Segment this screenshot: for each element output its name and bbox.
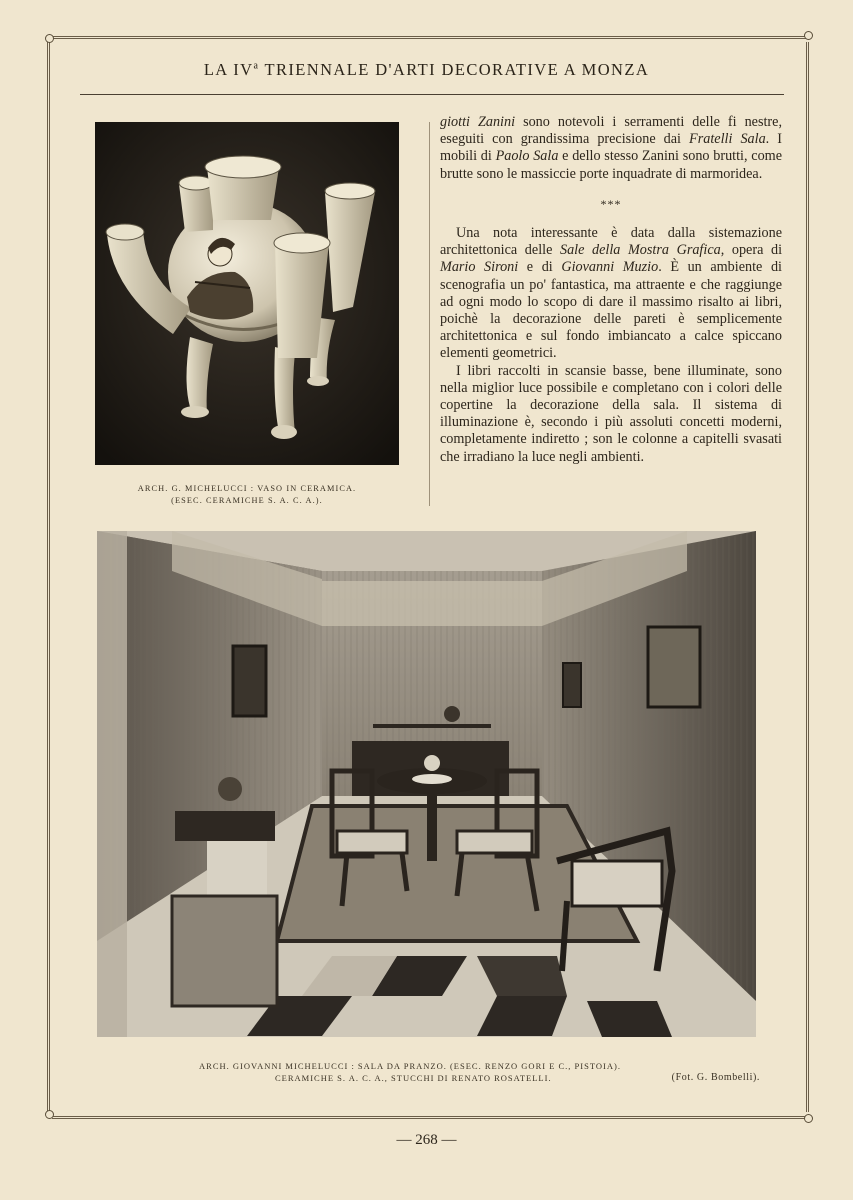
bottom-double-rule xyxy=(52,1116,807,1119)
header-rule xyxy=(80,94,784,95)
photo-credit: (Fot. G. Bombelli). xyxy=(671,1072,760,1083)
dining-room-caption-line-2: CERAMICHE S. A. C. A., STUCCHI DI RENATO ROSATELLI. (Fot. G. Bombelli). xyxy=(275,1072,760,1083)
running-header: LA $IV^a$ TRIENNALE D'ARTI DECORATIVE A MONZA xyxy=(203,60,650,79)
top-double-rule xyxy=(52,36,807,39)
vase-illustration xyxy=(95,122,399,465)
corner-ornament-tl xyxy=(45,34,54,43)
paragraph-1: giotti Zanini sono notevoli i serramenti delle fi nestre, eseguiti con grandissima precisione dai Fratelli Sala. I mobili di Paolo Sala e dello stesso Zanini sono brutti, come brutte sono le massiccie porte inquadrate di marmoridea. xyxy=(440,114,783,182)
vase-caption xyxy=(95,483,399,507)
corner-ornament-bl xyxy=(45,1110,54,1119)
corner-ornament-tr xyxy=(804,31,813,40)
vase-caption-line-1: ARCH. G. MICHELUCCI : VASO IN CERAMICA. xyxy=(137,484,357,493)
paragraph-2: Una nota interessante è data dalla sistemazione architettonica delle Sale della Mostra Grafica, opera di Mario Sironi e di Giovanni Muzio. È un ambiente di scenografia un po' fantastica, ma attraente e che raggiunge ad ogni modo lo scopo di dare il massimo risalto ai libri, poichè la decorazione delle pareti è semplicemente architettonica e sul fondo imbiancato a calce spiccano elementi geometrici. xyxy=(440,225,783,362)
dining-room-caption-line-1: ARCH. GIOVANNI MICHELUCCI : SALA DA PRANZO. (ESEC. RENZO GORI E C., PISTOIA). xyxy=(199,1061,621,1071)
dining-room-photo xyxy=(97,531,756,1037)
dining-room-illustration xyxy=(97,531,756,1037)
article-text xyxy=(440,114,782,466)
right-double-rule xyxy=(806,42,809,1112)
paragraph-3: I libri raccolti in scansie basse, bene illuminate, sono nella miglior luce possibile e completano con i colori delle copertine la decorazione della sala. Il sistema di illuminazione è, secondo i più assoluti concetti moderni, completamente indiretto ; son le colonne a capitelli svasati che irradiano la luce negli ambienti. xyxy=(440,362,782,465)
vase-photo xyxy=(95,122,399,465)
dining-room-caption xyxy=(120,1060,760,1084)
column-divider xyxy=(429,122,430,506)
section-separator: *** xyxy=(600,196,622,211)
page-number: — 268 — xyxy=(396,1132,457,1148)
vase-caption-line-2: (ESEC. CERAMICHE S. A. C. A.). xyxy=(171,496,323,505)
corner-ornament-br xyxy=(804,1114,813,1123)
left-double-rule xyxy=(47,42,50,1112)
